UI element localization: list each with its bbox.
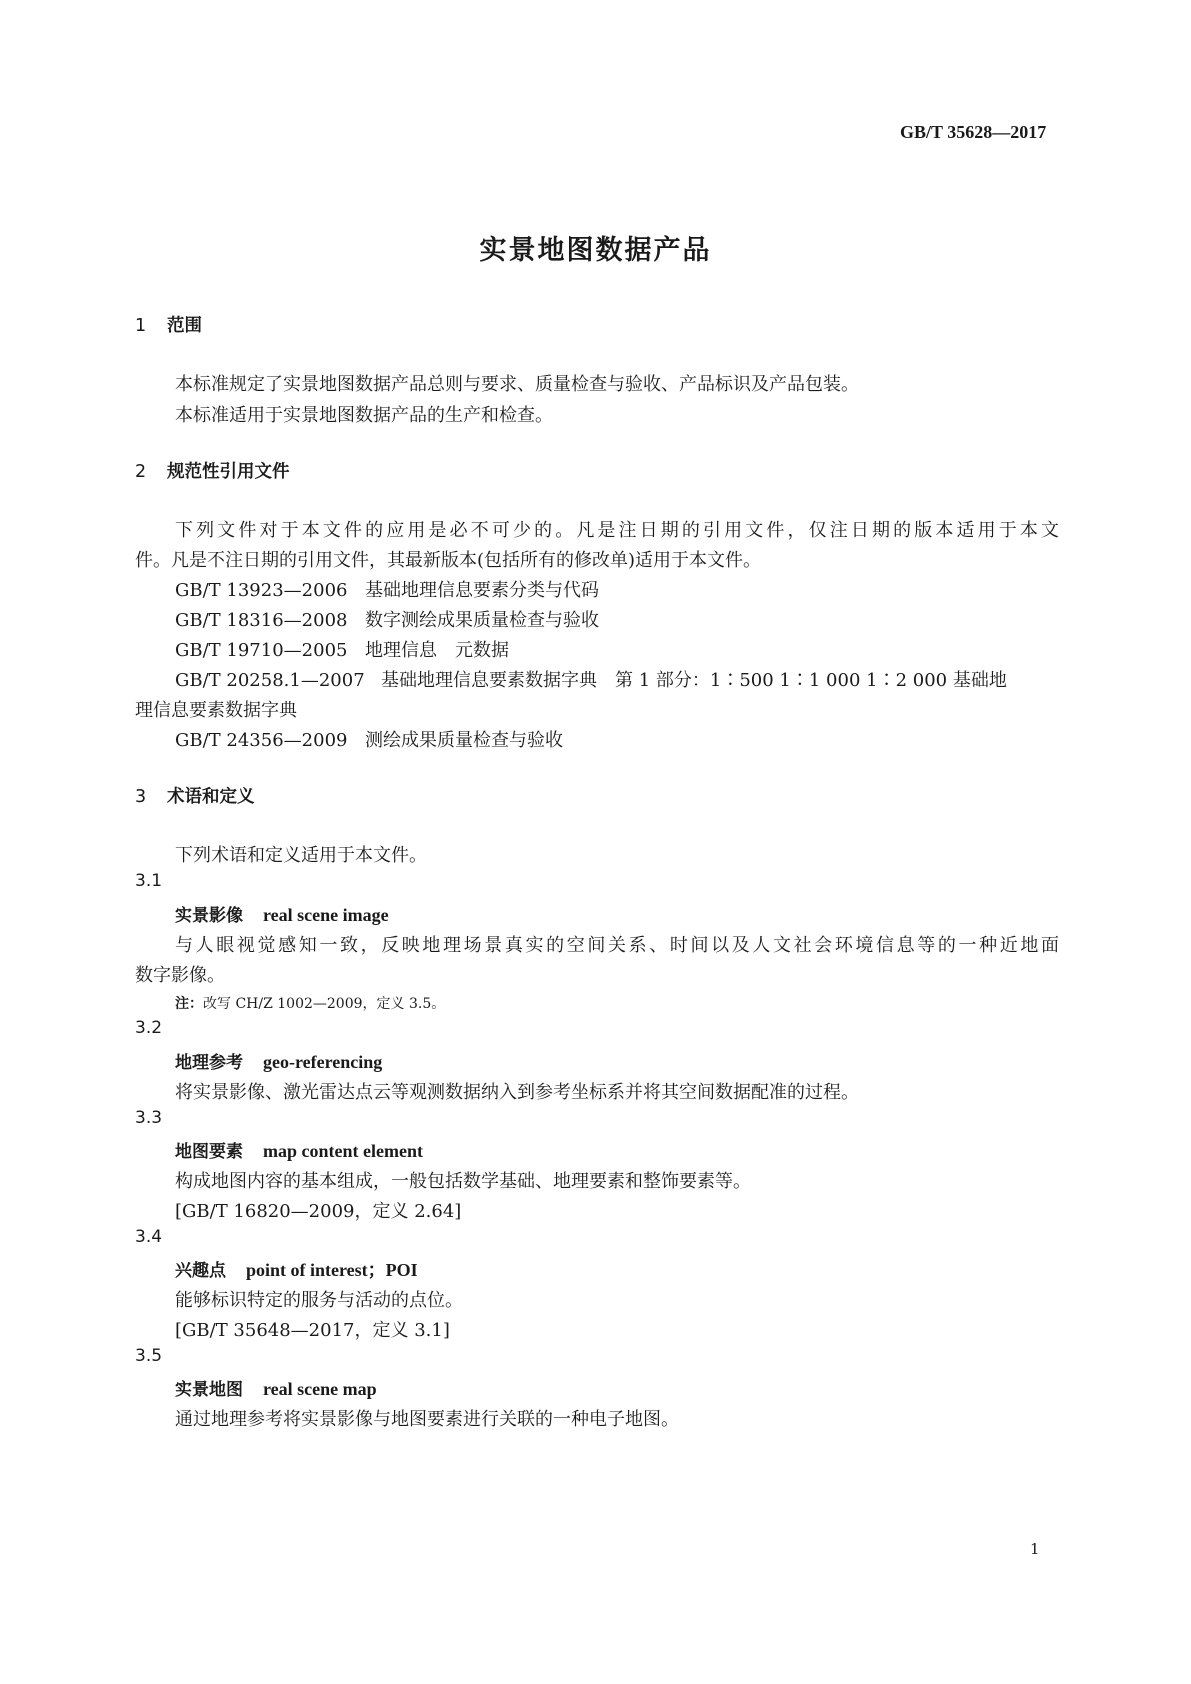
terms-intro: 下列术语和定义适用于本文件。	[175, 845, 427, 866]
section-title: 规范性引用文件	[167, 462, 290, 482]
reference-item	[175, 726, 563, 752]
term-zh: 地图要素	[175, 1142, 243, 1162]
reference-code: GB/T 24356—2009	[175, 730, 348, 751]
clause-number: 3.1	[135, 871, 163, 891]
scope-paragraph-2: 本标准适用于实景地图数据产品的生产和检查。	[175, 405, 553, 426]
term-definition: 将实景影像、激光雷达点云等观测数据纳入到参考坐标系并将其空间数据配准的过程。	[175, 1082, 859, 1103]
references-intro-line-1: 下列文件对于本文件的应用是必不可少的。凡是注日期的引用文件，仅注日期的版本适用于本文	[175, 520, 1059, 541]
term-definition: 能够标识特定的服务与活动的点位。	[175, 1290, 463, 1311]
section-heading-terms	[135, 783, 255, 808]
section-heading-scope	[135, 312, 202, 337]
reference-code: GB/T 13923—2006	[175, 580, 348, 601]
term-heading	[175, 1137, 423, 1162]
document-title: 实景地图数据产品	[479, 235, 712, 266]
term-note	[175, 993, 445, 1013]
clause-number: 3.3	[135, 1108, 163, 1128]
note-text: 改写 CH/Z 1002—2009，定义 3.5。	[203, 996, 446, 1012]
term-zh: 实景地图	[175, 1380, 243, 1400]
reference-title: 测绘成果质量检查与验收	[365, 730, 563, 751]
term-en: map content element	[263, 1141, 423, 1161]
term-zh: 实景影像	[175, 906, 243, 926]
term-en: real scene map	[263, 1379, 377, 1399]
reference-title-continued: 理信息要素数据字典	[135, 700, 297, 721]
section-number: 3	[135, 787, 147, 807]
reference-item	[175, 576, 599, 602]
reference-title: 地理信息 元数据	[365, 640, 509, 661]
note-label: 注：	[175, 996, 203, 1012]
reference-code: GB/T 19710—2005	[175, 640, 348, 661]
term-zh: 地理参考	[175, 1053, 243, 1073]
section-title: 术语和定义	[167, 787, 255, 807]
scope-paragraph-1: 本标准规定了实景地图数据产品总则与要求、质量检查与验收、产品标识及产品包装。	[175, 374, 859, 395]
term-heading	[175, 1256, 418, 1282]
term-definition-line-2: 数字影像。	[135, 965, 225, 986]
clause-number: 3.5	[135, 1346, 163, 1366]
term-heading	[175, 1375, 377, 1400]
reference-title: 基础地理信息要素分类与代码	[365, 580, 599, 601]
references-intro-line-2: 件。凡是不注日期的引用文件，其最新版本(包括所有的修改单)适用于本文件。	[135, 550, 762, 571]
section-heading-normative-references	[135, 458, 290, 483]
clause-number: 3.2	[135, 1018, 163, 1038]
term-heading	[175, 901, 389, 926]
section-number: 2	[135, 462, 147, 482]
term-source: [GB/T 16820—2009，定义 2.64]	[175, 1201, 462, 1222]
term-en: geo-referencing	[263, 1052, 383, 1072]
reference-item	[175, 636, 509, 662]
reference-item	[175, 606, 599, 632]
term-definition-line-1: 与人眼视觉感知一致，反映地理场景真实的空间关系、时间以及人文社会环境信息等的一种近地面	[175, 935, 1059, 956]
term-zh: 兴趣点	[175, 1261, 226, 1281]
reference-title: 数字测绘成果质量检查与验收	[365, 610, 599, 631]
standard-code: GB/T 35628—2017	[900, 122, 1047, 142]
reference-title: 基础地理信息要素数据字典 第 1 部分：1∶500 1∶1 000 1∶2 000 基础地	[381, 670, 1007, 691]
clause-number: 3.4	[135, 1227, 163, 1247]
section-number: 1	[135, 316, 147, 336]
term-definition: 构成地图内容的基本组成，一般包括数学基础、地理要素和整饰要素等。	[175, 1171, 751, 1192]
section-title: 范围	[167, 316, 202, 336]
reference-code: GB/T 18316—2008	[175, 610, 348, 631]
term-heading	[175, 1048, 382, 1073]
term-source: [GB/T 35648—2017，定义 3.1]	[175, 1320, 450, 1341]
reference-item	[175, 666, 1007, 692]
term-en: real scene image	[263, 905, 389, 925]
reference-code: GB/T 20258.1—2007	[175, 670, 365, 691]
term-definition: 通过地理参考将实景影像与地图要素进行关联的一种电子地图。	[175, 1409, 679, 1430]
page-number: 1	[1030, 1540, 1040, 1558]
term-en: point of interest；POI	[246, 1260, 418, 1280]
